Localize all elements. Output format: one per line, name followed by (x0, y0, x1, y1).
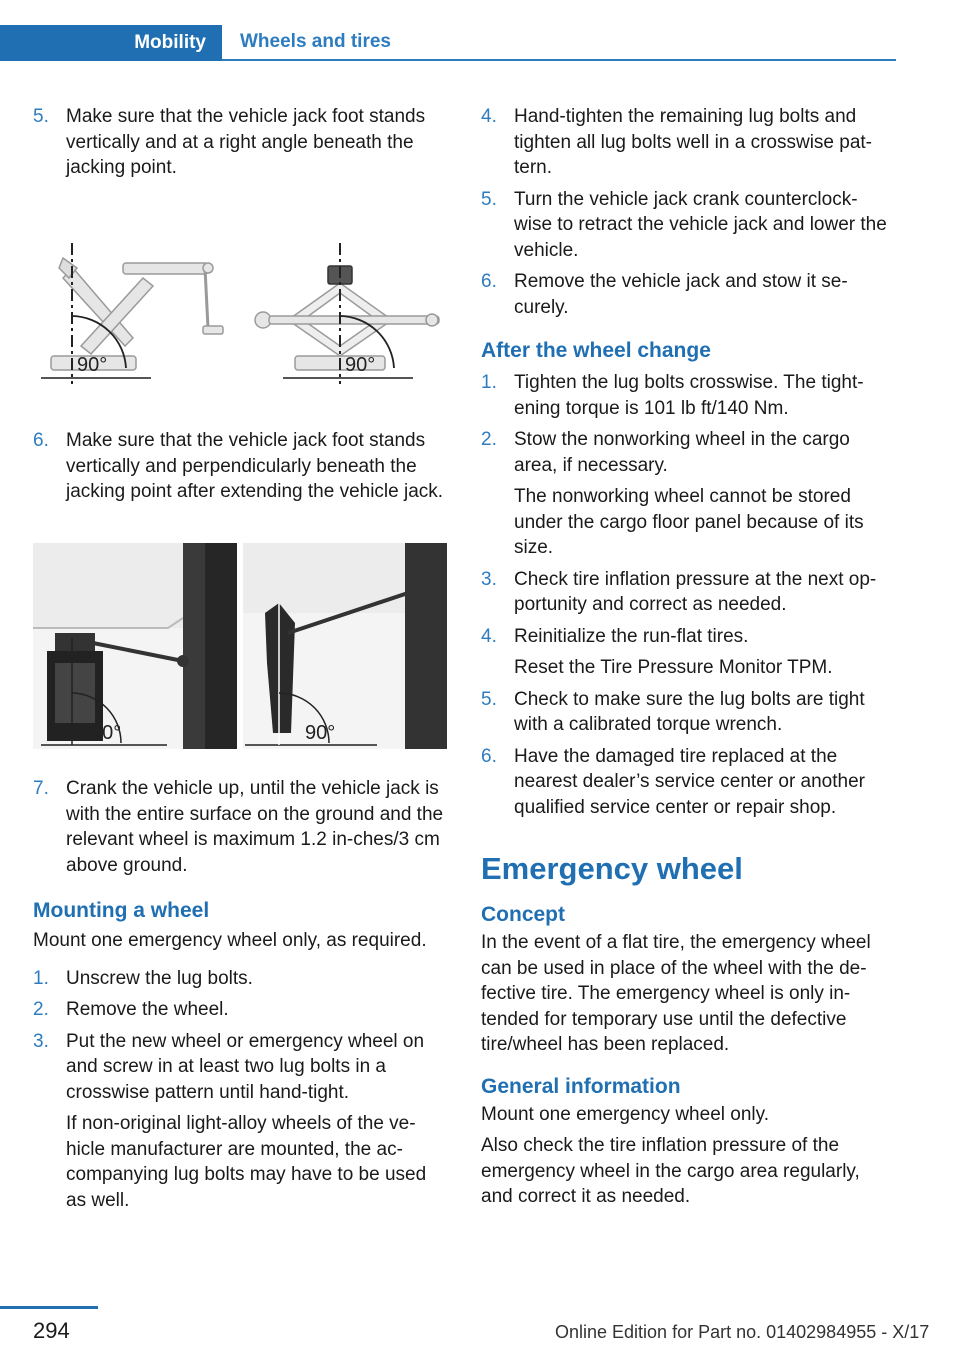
step-number: 7. (33, 778, 49, 799)
step-text: Stow the nonworking wheel in the cargo area, if necessary. (514, 429, 850, 476)
step-text: Put the new wheel or emergency wheel on and screw in at least two lug bolts in a crosswise pattern until hand-tight. (66, 1030, 425, 1103)
angle-label-left: 90° (77, 354, 108, 376)
step-text: Check to make sure the lug bolts are tight with a calibrated torque wrench. (514, 688, 865, 735)
section-tab-wheels-and-tires[interactable]: Wheels and tires (222, 25, 896, 61)
step-text: Reinitialize the run-flat tires. (514, 625, 749, 647)
step-number: 6. (481, 271, 497, 292)
step-number: 1. (481, 372, 497, 393)
footer-divider (0, 1306, 98, 1309)
left-column-lower (33, 776, 447, 1219)
list-item-step-7 (33, 776, 447, 878)
step-text: Check tire inflation pressure at the next op‐portunity and correct as needed. (514, 568, 877, 615)
step-number: 1. (33, 967, 49, 989)
step-number: 6. (481, 745, 497, 767)
section-heading-general-information: General information (481, 1074, 681, 1098)
step-number: 2. (33, 999, 49, 1020)
mounting-intro: Mount one emergency wheel only, as required. (33, 930, 427, 951)
step-text: Make sure that the vehicle jack foot stands vertically and perpendicularly beneath the jacking point after extending the vehicle jack. (66, 430, 444, 502)
step-number: 2. (481, 429, 497, 450)
section-heading-concept: Concept (481, 903, 565, 926)
edition-note: Online Edition for Part no. 01402984955 - X/17 (555, 1322, 930, 1342)
list-item-mount-1 (33, 966, 447, 992)
step-text: Have the damaged tire replaced at the nearest dealer’s service center or another qualified service center or repair shop. (514, 745, 865, 818)
list-item-step-6 (33, 428, 447, 505)
right-column (481, 104, 895, 1210)
jack-angle-diagram (33, 238, 447, 386)
step-text: Make sure that the vehicle jack foot stands vertically and at a right angle beneath the jacking point. (66, 106, 426, 178)
step-number: 3. (481, 568, 497, 590)
left-column-step-6 (33, 428, 447, 511)
step-note: The nonworking wheel cannot be stored under the cargo floor panel because of its size. (514, 486, 864, 558)
list-item-after-1 (481, 370, 895, 421)
jack-side-view-illustration (41, 258, 223, 378)
step-note: If non-original light-alloy wheels of the ve‐hicle manufacturer are mounted, the ac‐companying lug bolts may have to be used as well. (66, 1113, 427, 1211)
general-text-1: Mount one emergency wheel only. (481, 1103, 769, 1125)
step-number: 6. (33, 430, 49, 451)
list-item-after-5 (481, 687, 895, 738)
step-text: Hand-tighten the remaining lug bolts and tighten all lug bolts well in a crosswise pat‐tern. (514, 106, 873, 178)
list-item-mount-2 (33, 997, 447, 1023)
angle-label-photo-right: 90° (305, 722, 336, 744)
general-text-2: Also check the tire inflation pressure of the emergency wheel in the cargo area regularly, and correct it as needed. (481, 1135, 860, 1207)
jack-photo-diagram (33, 543, 447, 749)
list-item-step-6 (481, 269, 895, 320)
list-item-step-5 (33, 104, 447, 181)
concept-text: In the event of a flat tire, the emergency wheel can be used in place of the wheel with the de‐fective tire. The emergency wheel is only in‐tended for temporary use until the defective tire/wheel has been replaced. (481, 932, 871, 1055)
step-text: Remove the vehicle jack and stow it se‐curely. (514, 271, 848, 318)
angle-label-photo-left: 90° (91, 722, 122, 744)
step-number: 4. (481, 625, 497, 647)
list-item-after-2 (481, 427, 895, 561)
list-item-step-4 (481, 104, 895, 181)
step-number: 3. (33, 1030, 49, 1052)
jack-photo-right (243, 543, 447, 749)
step-number: 5. (481, 188, 497, 210)
list-item-after-4 (481, 624, 895, 681)
section-heading-mounting: Mounting a wheel (33, 899, 210, 922)
step-text: Crank the vehicle up, until the vehicle jack is with the entire surface on the ground and the relevant wheel is maximum 1.2 in‐ches/3 cm above ground. (66, 778, 444, 876)
list-item-after-6 (481, 744, 895, 821)
section-heading-after-change: After the wheel change (481, 339, 711, 362)
section-tab-mobility[interactable]: Mobility (0, 25, 222, 61)
step-text: Tighten the lug bolts crosswise. The tight‐ening torque is 101 lb ft/140 Nm. (514, 372, 864, 419)
section-heading-emergency-wheel: Emergency wheel (481, 851, 743, 886)
jack-photo-left (33, 543, 237, 749)
angle-label-right: 90° (345, 354, 376, 376)
step-text: Turn the vehicle jack crank counterclock‐wise to retract the vehicle jack and lower the vehicle. (514, 188, 887, 261)
left-column (33, 104, 447, 187)
list-item-mount-3 (33, 1029, 447, 1214)
page-header (0, 25, 896, 61)
page-number: 294 (33, 1318, 70, 1343)
step-number: 5. (33, 106, 49, 127)
step-text: Remove the wheel. (66, 999, 229, 1020)
list-item-after-3 (481, 567, 895, 618)
step-text: Unscrew the lug bolts. (66, 967, 253, 989)
step-number: 5. (481, 688, 497, 710)
step-note: Reset the Tire Pressure Monitor TPM. (514, 657, 833, 678)
list-item-step-5 (481, 187, 895, 264)
step-number: 4. (481, 106, 497, 127)
